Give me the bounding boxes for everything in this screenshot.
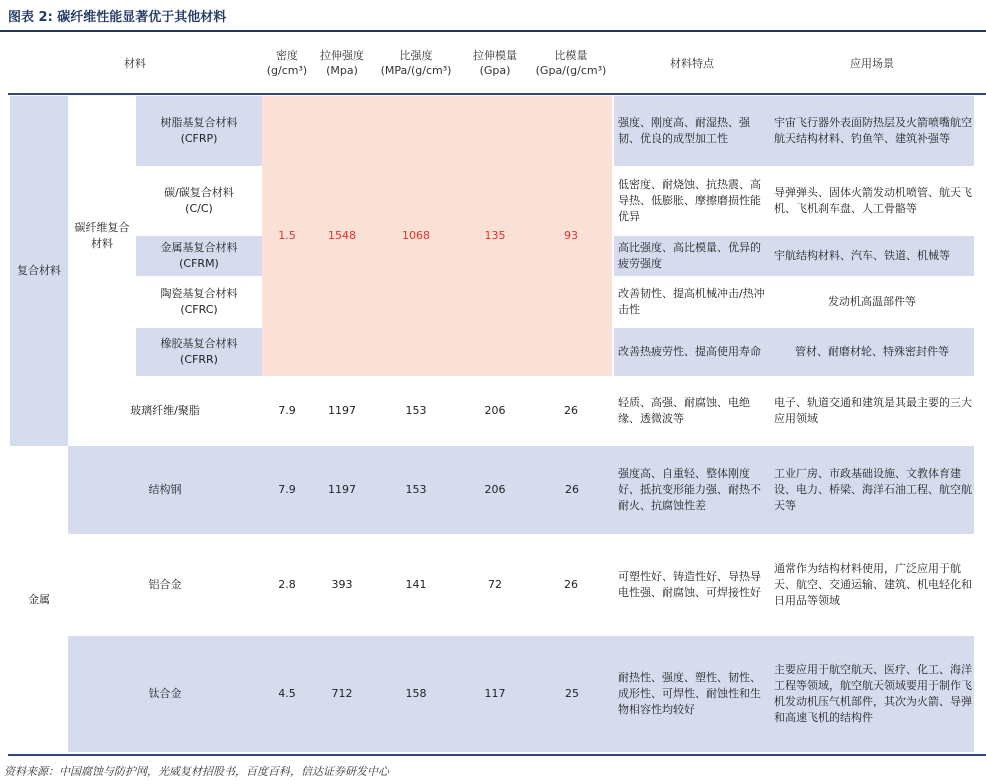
cf-features: 高比强度、高比模量、优异的疲劳强度 bbox=[614, 236, 770, 276]
cf-specific-strength: 1068 bbox=[402, 229, 430, 242]
cf-density: 1.5 bbox=[278, 229, 296, 242]
other-specific-strength: 153 bbox=[372, 446, 460, 534]
header-tensile-unit: (Mpa) bbox=[326, 64, 358, 77]
table-row bbox=[136, 328, 262, 376]
figure-title: 图表 2: 碳纤维性能显著优于其他材料 bbox=[8, 10, 227, 25]
other-name: 铝合金 bbox=[148, 578, 182, 591]
cf-name: 橡胶基复合材料 bbox=[160, 337, 238, 350]
cf-features: 改善韧性、提高机械冲击/热冲击性 bbox=[618, 287, 765, 316]
table-row bbox=[136, 168, 262, 234]
cf-abbr: (C/C) bbox=[185, 202, 213, 215]
cf-applications: 宇宙飞行器外表面防热层及火箭喷嘴航空航天结构材料、钓鱼竿、建筑补强等 bbox=[770, 96, 974, 166]
other-specific-strength: 153 bbox=[405, 404, 427, 417]
table-row bbox=[136, 96, 262, 166]
other-features: 耐热性、强度、塑性、韧性、成形性、可焊性、耐蚀性和生物相容性均较好 bbox=[614, 636, 770, 752]
other-features: 轻质、高强、耐腐蚀、电绝缘、透微波等 bbox=[618, 396, 750, 425]
other-modulus: 117 bbox=[460, 636, 530, 752]
other-tensile: 393 bbox=[331, 578, 353, 591]
bottom-rule bbox=[8, 754, 986, 756]
cf-features: 强度、刚度高、耐湿热、强韧、优良的成型加工性 bbox=[614, 96, 770, 166]
group-composite: 复合材料 bbox=[10, 96, 68, 446]
header-specific-strength bbox=[372, 46, 460, 80]
header-material: 材料 bbox=[124, 56, 146, 70]
table-row bbox=[136, 278, 262, 326]
cf-abbr: (CFRC) bbox=[180, 303, 218, 316]
other-modulus: 72 bbox=[488, 578, 502, 591]
other-specific-modulus: 26 bbox=[530, 446, 614, 534]
other-features: 可塑性好、铸造性好、导热导电性强、耐腐蚀、可焊接性好 bbox=[618, 570, 761, 599]
other-name: 结构钢 bbox=[68, 446, 262, 534]
header-tensile bbox=[312, 46, 372, 80]
cf-name: 碳/碳复合材料 bbox=[164, 186, 234, 199]
other-density: 7.9 bbox=[262, 446, 312, 534]
cf-applications: 宇航结构材料、汽车、铁道、机械等 bbox=[770, 236, 974, 276]
header-features: 材料特点 bbox=[670, 56, 714, 70]
group-metal: 金属 bbox=[28, 593, 50, 606]
cf-applications: 发动机高温部件等 bbox=[828, 295, 916, 308]
header-tensile-label: 拉伸强度 bbox=[320, 49, 364, 62]
cf-abbr: (CFRR) bbox=[180, 353, 218, 366]
header-rule bbox=[8, 93, 986, 95]
other-density: 7.9 bbox=[278, 404, 296, 417]
other-density: 2.8 bbox=[278, 578, 296, 591]
table-row bbox=[136, 236, 262, 276]
cf-abbr: (CFRM) bbox=[179, 257, 219, 270]
cf-applications: 导弹弹头、固体火箭发动机喷管、航天飞机、飞机刹车盘、人工骨骼等 bbox=[774, 186, 972, 215]
cf-abbr: (CFRP) bbox=[180, 132, 218, 145]
cf-modulus: 135 bbox=[484, 229, 506, 242]
header-density bbox=[262, 46, 312, 80]
cf-features: 低密度、耐烧蚀、抗热震、高导热、低膨胀、摩擦磨损性能优异 bbox=[618, 178, 761, 223]
other-modulus: 206 bbox=[484, 404, 506, 417]
header-specific-modulus-label: 比模量 bbox=[554, 49, 588, 62]
other-modulus: 206 bbox=[460, 446, 530, 534]
other-name: 钛合金 bbox=[68, 636, 262, 752]
header-tensile-modulus bbox=[460, 46, 530, 80]
header-specific-strength-unit: (MPa/(g/cm³) bbox=[380, 64, 452, 77]
other-tensile: 1197 bbox=[312, 446, 372, 534]
header-specific-modulus bbox=[530, 46, 612, 80]
other-name: 玻璃纤维/聚脂 bbox=[130, 404, 200, 417]
cf-features: 改善热疲劳性、提高使用寿命 bbox=[614, 328, 770, 376]
other-features: 强度高、自重轻、整体刚度好、抵抗变形能力强、耐热不耐火、抗腐蚀性差 bbox=[614, 446, 770, 534]
other-density: 4.5 bbox=[262, 636, 312, 752]
other-specific-modulus: 26 bbox=[564, 578, 578, 591]
other-specific-strength: 158 bbox=[372, 636, 460, 752]
group-carbon-fiber: 碳纤维复合材料 bbox=[74, 221, 130, 250]
cf-specific-modulus: 93 bbox=[564, 229, 578, 242]
other-applications: 电子、轨道交通和建筑是其最主要的三大应用领域 bbox=[774, 396, 972, 425]
cf-name: 陶瓷基复合材料 bbox=[160, 287, 238, 300]
header-tensile-modulus-label: 拉伸模量 bbox=[473, 49, 517, 62]
cf-name: 树脂基复合材料 bbox=[160, 116, 238, 129]
cf-applications: 管材、耐磨材轮、特殊密封件等 bbox=[770, 328, 974, 376]
other-applications: 通常作为结构材料使用，广泛应用于航天、航空、交通运输、建筑、机电轻化和日用品等领域 bbox=[774, 562, 972, 607]
header-tensile-modulus-unit: (Gpa) bbox=[479, 64, 511, 77]
other-applications: 主要应用于航空航天、医疗、化工、海洋工程等领域，航空航天领域要用于制作飞机发动机压气机部件，其次为火箭、导弹和高速飞机的结构件 bbox=[770, 636, 974, 752]
other-applications: 工业厂房、市政基础设施、文教体育建设、电力、桥梁、海洋石油工程、航空航天等 bbox=[770, 446, 974, 534]
other-specific-modulus: 26 bbox=[564, 404, 578, 417]
cf-tensile: 1548 bbox=[328, 229, 356, 242]
header-density-label: 密度 bbox=[276, 49, 298, 62]
other-tensile: 1197 bbox=[328, 404, 356, 417]
other-specific-strength: 141 bbox=[405, 578, 427, 591]
header-applications: 应用场景 bbox=[850, 56, 894, 70]
source-note: 资料来源：中国腐蚀与防护网，光威复材招股书，百度百科，信达证券研发中心 bbox=[4, 765, 389, 778]
header-specific-strength-label: 比强度 bbox=[399, 49, 433, 62]
header-specific-modulus-unit: (Gpa/(g/cm³) bbox=[535, 64, 607, 77]
other-tensile: 712 bbox=[312, 636, 372, 752]
cf-name: 金属基复合材料 bbox=[160, 241, 238, 254]
other-specific-modulus: 25 bbox=[530, 636, 614, 752]
title-bar bbox=[0, 0, 986, 32]
header-density-unit: (g/cm³) bbox=[266, 64, 308, 77]
